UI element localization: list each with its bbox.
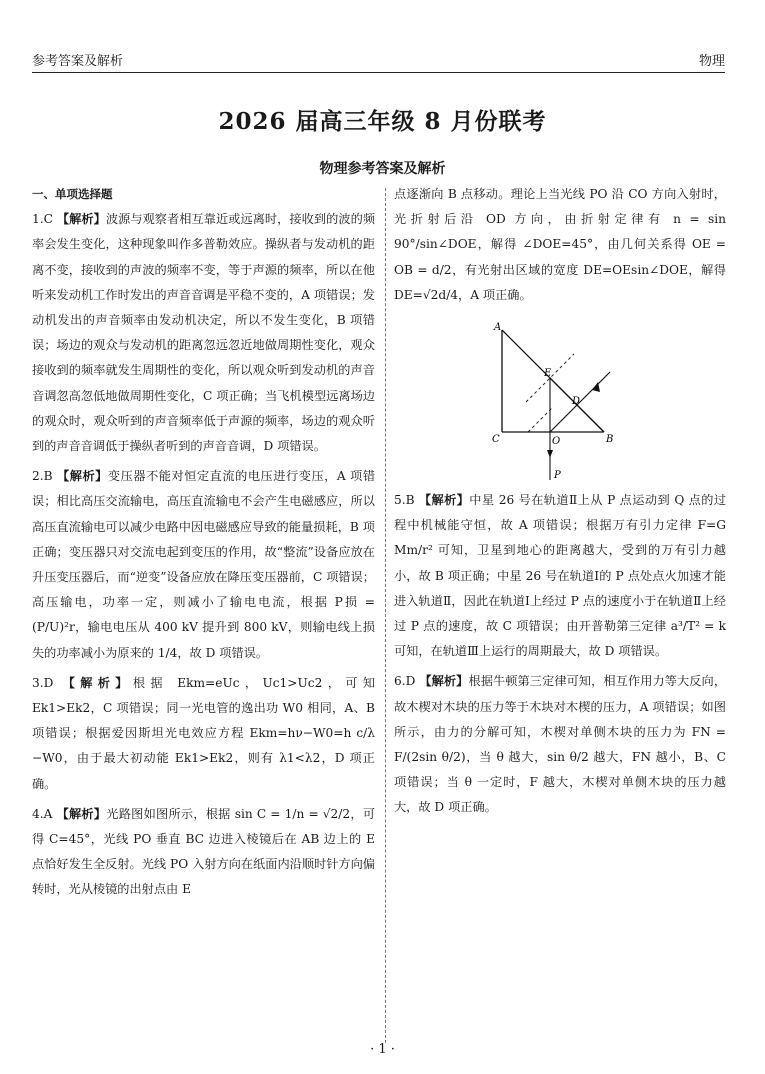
- answer-num: 3.D: [32, 675, 54, 690]
- answer-text: 波源与观察者相互靠近或远离时，接收到的波的频率会发生变化，这种现象叫作多普勒效应。操纵者与发动机的距离不变，接收到的声波的频率不变，等于声源的频率，所以在他听来发动机工作时发出的声音音调是平稳不变的，A 项错误；发动机发出的声音频率由发动机决定，所以不发生变化，B 项错误；场边的观众与发动机的距离忽远忽近地做周期性变化，观众接收到的频率就发生周期性的变化，所以观众听到发动机的声音音调忽高忽低地做周期性变化，C 项正确；当飞机模型远离场边的观众时，观众听到的声音频率低于声源的频率，场边的观众听到的声音音调低于操纵者听到的声音音调，D 项错误。: [32, 212, 376, 454]
- answer-tag: 【解析】: [419, 674, 469, 689]
- answer-3: [32, 671, 375, 797]
- label-O: O: [552, 436, 561, 448]
- answer-tag: 【解析】: [56, 212, 106, 227]
- right-column: [394, 182, 726, 826]
- answer-1: [32, 207, 375, 459]
- answer-4-continued: [394, 182, 726, 308]
- label-C: C: [492, 434, 500, 446]
- answer-6: [394, 669, 726, 820]
- label-E: E: [544, 368, 552, 380]
- label-D: D: [572, 396, 581, 408]
- prism-optics-diagram: [492, 320, 622, 480]
- label-P: P: [554, 470, 561, 481]
- answer-tag: 【解析】: [62, 675, 133, 690]
- page-subtitle: 物理参考答案及解析: [319, 161, 446, 177]
- answer-text: 中星 26 号在轨道Ⅱ上从 P 点运动到 Q 点的过程中机械能守恒，故 A 项错误；根据万有引力定律 F=G Mm/r² 可知，卫星到地心的距离越大，受到的万有引力越小，故 B 项正确；中星 26 号在轨道Ⅰ的 P 点处点火加速才能进入轨道Ⅱ，因此在轨道Ⅰ上经过 P 点的速度小于在轨道Ⅱ上经过 P 点的速度，故 C 项错误；由开普勒第三定律 a³/T² = k 可知，在轨道Ⅲ上运行的周期最大，故 D 项错误。: [394, 493, 727, 659]
- page-title: 2026 届高三年级 8 月份联考: [218, 108, 547, 135]
- answer-num: 6.D: [394, 674, 416, 689]
- answer-tag: 【解析】: [57, 469, 108, 484]
- header-right: 物理: [698, 54, 725, 69]
- section-heading: 一、单项选择题: [32, 187, 113, 201]
- label-B: B: [606, 434, 614, 446]
- label-A: A: [494, 322, 502, 334]
- answer-text: 点逐渐向 B 点移动。理论上当光线 PO 沿 CO 方向入射时，光折射后沿 OD 方向，由折射定律有 n = sin 90°/sin∠DOE，解得 ∠DOE=45°，由几何关系得 OE = OB = d/2，有光射出区域的宽度 DE=OEsin∠DOE，解得 DE=√2d/4，A 项正确。: [394, 187, 726, 302]
- column-divider: [385, 188, 386, 1043]
- answer-text: 根据牛顿第三定律可知，相互作用力等大反向，故木楔对木块的压力等于木块对木楔的压力，A 项错误；如图所示，由力的分解可知，木楔对单侧木块的压力为 FN = F/(2sin θ/2)，当 θ 越大，sin θ/2 越大，FN 越小，B、C 项错误；当 θ 一定时，F 越大，木楔对单侧木块的压力越大，故 D 项正确。: [394, 674, 727, 815]
- answer-num: 1.C: [32, 212, 53, 227]
- answer-text: 变压器不能对恒定直流的电压进行变压，A 项错误；相比高压交流输电，高压直流输电不会产生电磁感应，所以高压直流输电可以减少电路中因电磁感应导致的能量损耗，B 项正确；变压器只对交流电起到变压的作用，故“整流”设备应放在升压变压器后，而“逆变”设备应放在降压变压器前，C 项错误；高压输电，功率一定，则减小了输电电流，根据 P损 = (P/U)²r，输电电压从 400 kV 提升到 800 kV，则输电线上损失的功率减小为原来的 1/4，故 D 项错误。: [32, 469, 376, 660]
- answer-num: 5.B: [394, 493, 415, 508]
- answer-tag: 【解析】: [56, 806, 107, 821]
- page-header: [32, 46, 725, 73]
- answer-5: [394, 488, 726, 664]
- answer-text: 根据 Ekm=eUc，Uc1>Uc2，可知 Ek1>Ek2，C 项错误；同一光电管的逸出功 W0 相同，A、B 项错误；根据爱因斯坦光电效应方程 Ekm=hν−W0=h c/λ −W0，由于最大初动能 Ek1>Ek2，则有 λ1<λ2，D 项正确。: [32, 675, 376, 791]
- left-column: [32, 182, 375, 908]
- answer-tag: 【解析】: [418, 493, 470, 508]
- header-left: 参考答案及解析: [32, 54, 124, 69]
- page-number: · 1 ·: [370, 1042, 395, 1057]
- answer-num: 2.B: [32, 469, 53, 484]
- answer-text: 光路图如图所示，根据 sin C = 1/n = √2/2，可得 C=45°，光线 PO 垂直 BC 边进入棱镜后在 AB 边上的 E 点恰好发生全反射。光线 PO 入射方向在纸面内沿顺时针方向偏转时，光从棱镜的出射点由 E: [32, 806, 376, 897]
- answer-num: 4.A: [32, 806, 53, 821]
- answer-4: [32, 802, 375, 903]
- answer-2: [32, 464, 375, 666]
